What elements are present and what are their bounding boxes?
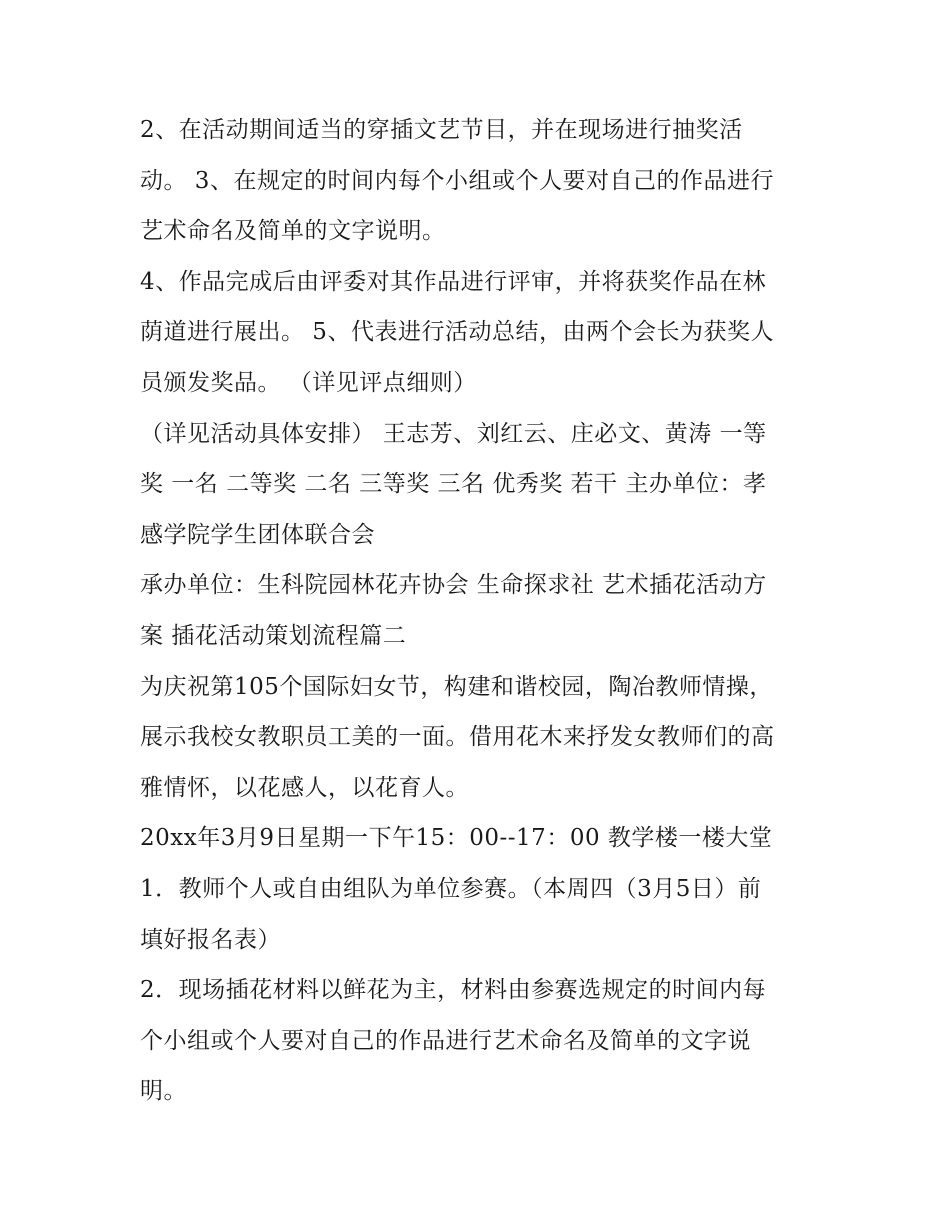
text-line: 4、作品完成后由评委对其作品进行评审，并将获奖作品在林 [140,268,767,295]
text-line: 荫道进行展出。 5、代表进行活动总结，由两个会长为获奖人 [140,319,774,346]
text-line: 填好报名表） [140,926,281,953]
text-line: 雅情怀，以花感人，以花育人。 [140,774,469,801]
text-line: （详见活动具体安排） 王志芳、刘红云、庄必文、黄涛 一等 [140,420,767,447]
text-line: 承办单位：生科院园林花卉协会 生命探求社 艺术插花活动方 [140,572,767,599]
text-line: 2、在活动期间适当的穿插文艺节目，并在现场进行抽奖活 [140,117,743,143]
text-line: 2．现场插花材料以鲜花为主，材料由参赛选规定的时间内每 [140,977,767,1004]
text-line: 奖 一名 二等奖 二名 三等奖 三名 优秀奖 若干 主办单位：孝 [140,471,767,498]
text-line: 感学院学生团体联合会 [140,521,375,548]
text-line: 案 插花活动策划流程篇二 [140,622,407,649]
text-line: 动。 3、在规定的时间内每个小组或个人要对自己的作品进行 [140,167,774,194]
document-body [140,110,830,1122]
text-line: 员颁发奖品。 （详见评点细则） [140,369,477,396]
text-line: 1．教师个人或自由组队为单位参赛。（本周四（3月5日）前 [140,875,762,902]
text-line: 20xx年3月9日星期一下午15：00--17：00 教学楼一楼大堂 [140,825,773,852]
text-line: 艺术命名及简单的文字说明。 [140,218,446,245]
text-line: 明。 [140,1078,187,1105]
text-line: 展示我校女教职员工美的一面。借用花木来抒发女教师们的高 [140,724,775,751]
text-line: 个小组或个人要对自己的作品进行艺术命名及简单的文字说 [140,1027,751,1054]
text-line: 为庆祝第105个国际妇女节，构建和谐校园，陶冶教师情操， [140,673,773,700]
